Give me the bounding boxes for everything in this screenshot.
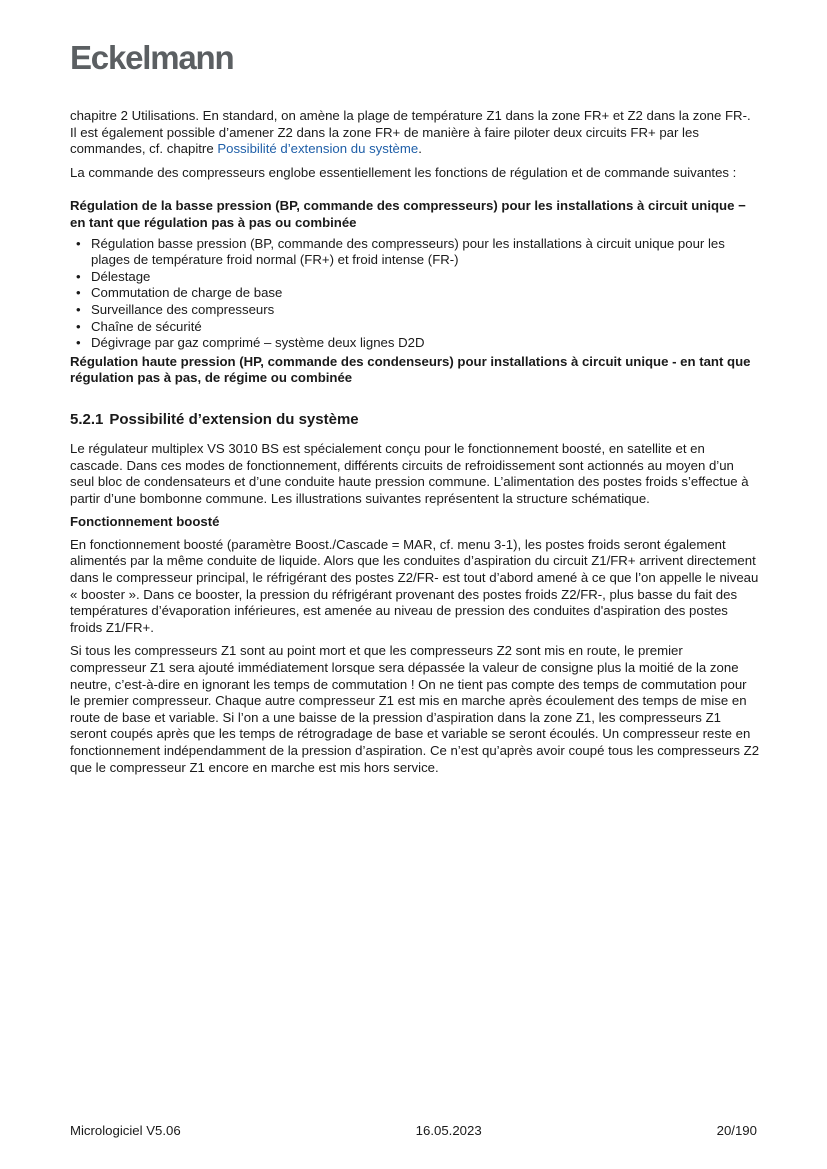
eckelmann-logo: Eckelmann (70, 39, 234, 76)
bullet-icon: • (76, 335, 81, 351)
document-date: 16.05.2023 (415, 1123, 482, 1138)
list-item (70, 319, 760, 336)
list-item-text: Chaîne de sécurité (91, 318, 202, 334)
list-item (70, 285, 760, 302)
intro-paragraph-1 (70, 108, 760, 158)
bullet-icon: • (76, 268, 81, 284)
list-item (70, 269, 760, 286)
list-item (70, 335, 760, 352)
section-title: Possibilité d’extension du système (109, 410, 359, 428)
boosted-paragraph-2: Si tous les compresseurs Z1 sont au point mort et que les compresseurs Z2 sont mis en route, le premier compresseur Z1 sera ajouté immédiatement lorsque sera dépassée la valeur de consigne plus la moitié de la zone neutre, c’est-à-dire en ignorant les temps de commutation ! On ne tient pas compte des temps de commutation pour le premier compresseur. Chaque autre compresseur Z1 est mis en marche après écoulement des temps de mise en route de base et variable. Si l’on a une baisse de la pression d’aspiration dans la zone Z1, les compresseurs Z1 seront coupés après que les temps de rétrogradage de base et variable se seront écoulés. Un compresseur reste en fonctionnement indépendamment de la pression d’aspiration. Ce n’est qu’après avoir coupé tous les compresseurs Z2 que le compresseur Z1 encore en marche est mis hors service. (70, 643, 760, 775)
list-item-text: Surveillance des compresseurs (91, 301, 275, 317)
firmware-version: Micrologiciel V5.06 (70, 1123, 181, 1138)
bullet-icon: • (76, 235, 81, 251)
list-item-text: Régulation basse pression (BP, commande des compresseurs) pour les installations à circuit unique pour les plages de température froid normal (FR+) et froid intense (FR-) (91, 235, 725, 268)
list-item (70, 302, 760, 319)
list-item (70, 236, 760, 269)
boosted-paragraph-1: En fonctionnement boosté (paramètre Boost./Cascade = MAR, cf. menu 3-1), les postes froids seront également alimentés par la même conduite de liquide. Alors que les conduites d’aspiration du circuit Z1/FR+ arrivent directement dans le compresseur principal, le réfrigérant des postes Z2/FR- est tout d’abord amené à ce que l’on appelle le niveau « booster ». Dans ce booster, la pression du réfrigérant provenant des postes froids Z2/FR-, plus basse du fait des températures d’évaporation inférieures, est amenée au niveau de pression des conduites d'aspiration des postes froids Z1/FR+. (70, 536, 759, 635)
list-item-text: Commutation de charge de base (91, 285, 283, 301)
hp-section-heading: Régulation haute pression (HP, commande des condenseurs) pour installations à circuit unique - en tant que régulation pas à pas, de régime ou combinée (70, 353, 751, 386)
extension-system-link[interactable]: Possibilité d’extension du système (217, 141, 419, 157)
section-heading-5-2-1 (70, 411, 760, 429)
bp-function-list (70, 236, 760, 352)
page-content (70, 108, 760, 783)
page-number: 20/190 (716, 1123, 757, 1138)
list-item-text: Dégivrage par gaz comprimé – système deux lignes D2D (91, 335, 425, 351)
list-item-text: Délestage (91, 268, 151, 284)
section-number: 5.2.1 (70, 410, 104, 428)
intro-text: chapitre 2 Utilisations. En standard, on amène la plage de température Z1 dans la zone FR+ et Z2 dans la zone FR-. Il est également possible d’amener Z2 dans la zone FR+ de manière à faire piloter deux circuits FR+ par les commandes, cf. chapitre (70, 108, 751, 157)
bp-section-heading: Régulation de la basse pression (BP, commande des compresseurs) pour les installations à circuit unique − en tant que régulation pas à pas ou combinée (70, 198, 746, 230)
boosted-operation-heading: Fonctionnement boosté (70, 514, 220, 530)
page-footer (70, 1123, 757, 1140)
intro-paragraph-2: La commande des compresseurs englobe essentiellement les fonctions de régulation et de commande suivantes : (70, 164, 737, 180)
bullet-icon: • (76, 318, 81, 334)
bullet-icon: • (76, 285, 81, 301)
extension-paragraph: Le régulateur multiplex VS 3010 BS est spécialement conçu pour le fonctionnement boosté, en satellite et en cascade. Dans ces modes de fonctionnement, différents circuits de refroidissement sont actionnés au moyen d’un seul bloc de condensateurs et d’une conduite haute pression commune. L’alimentation des postes froids s’effectue à partir d’une bombonne commune. Les illustrations suivantes représentent la structure schématique. (70, 440, 749, 506)
bullet-icon: • (76, 301, 81, 317)
intro-period: . (418, 141, 422, 157)
